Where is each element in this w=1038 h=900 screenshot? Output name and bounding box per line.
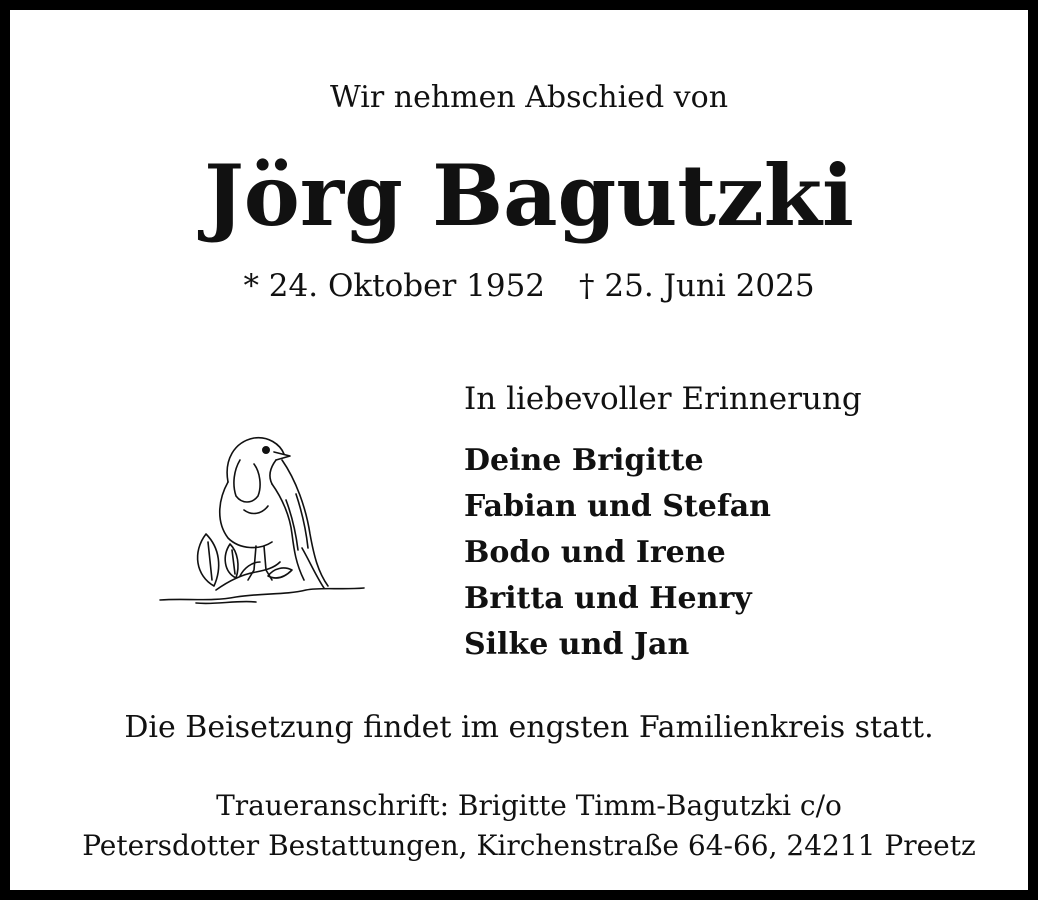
intro-line: Wir nehmen Abschied von xyxy=(329,80,729,115)
robin-icon xyxy=(156,430,368,610)
birth-date: * 24. Oktober 1952 xyxy=(243,268,546,304)
death-date: † 25. Juni 2025 xyxy=(579,268,815,304)
address-line-2: Petersdotter Bestattungen, Kirchenstraße 64-66, 24211 Preetz xyxy=(82,829,976,862)
mourner-name: Silke und Jan xyxy=(464,627,690,662)
mourner-name: Fabian und Stefan xyxy=(464,489,771,524)
burial-note: Die Beisetzung findet im engsten Familienkreis statt. xyxy=(124,710,934,745)
memory-line: In liebevoller Erinnerung xyxy=(464,381,862,417)
mourner-name: Bodo und Irene xyxy=(464,535,726,570)
mourner-name: Britta und Henry xyxy=(464,581,752,616)
address-line-1: Traueranschrift: Brigitte Timm-Bagutzki c/o xyxy=(216,789,842,822)
mourners-list xyxy=(464,438,771,668)
life-dates xyxy=(20,264,1038,308)
deceased-name: Jörg Bagutzki xyxy=(204,146,854,245)
mourner-name: Deine Brigitte xyxy=(464,443,704,478)
